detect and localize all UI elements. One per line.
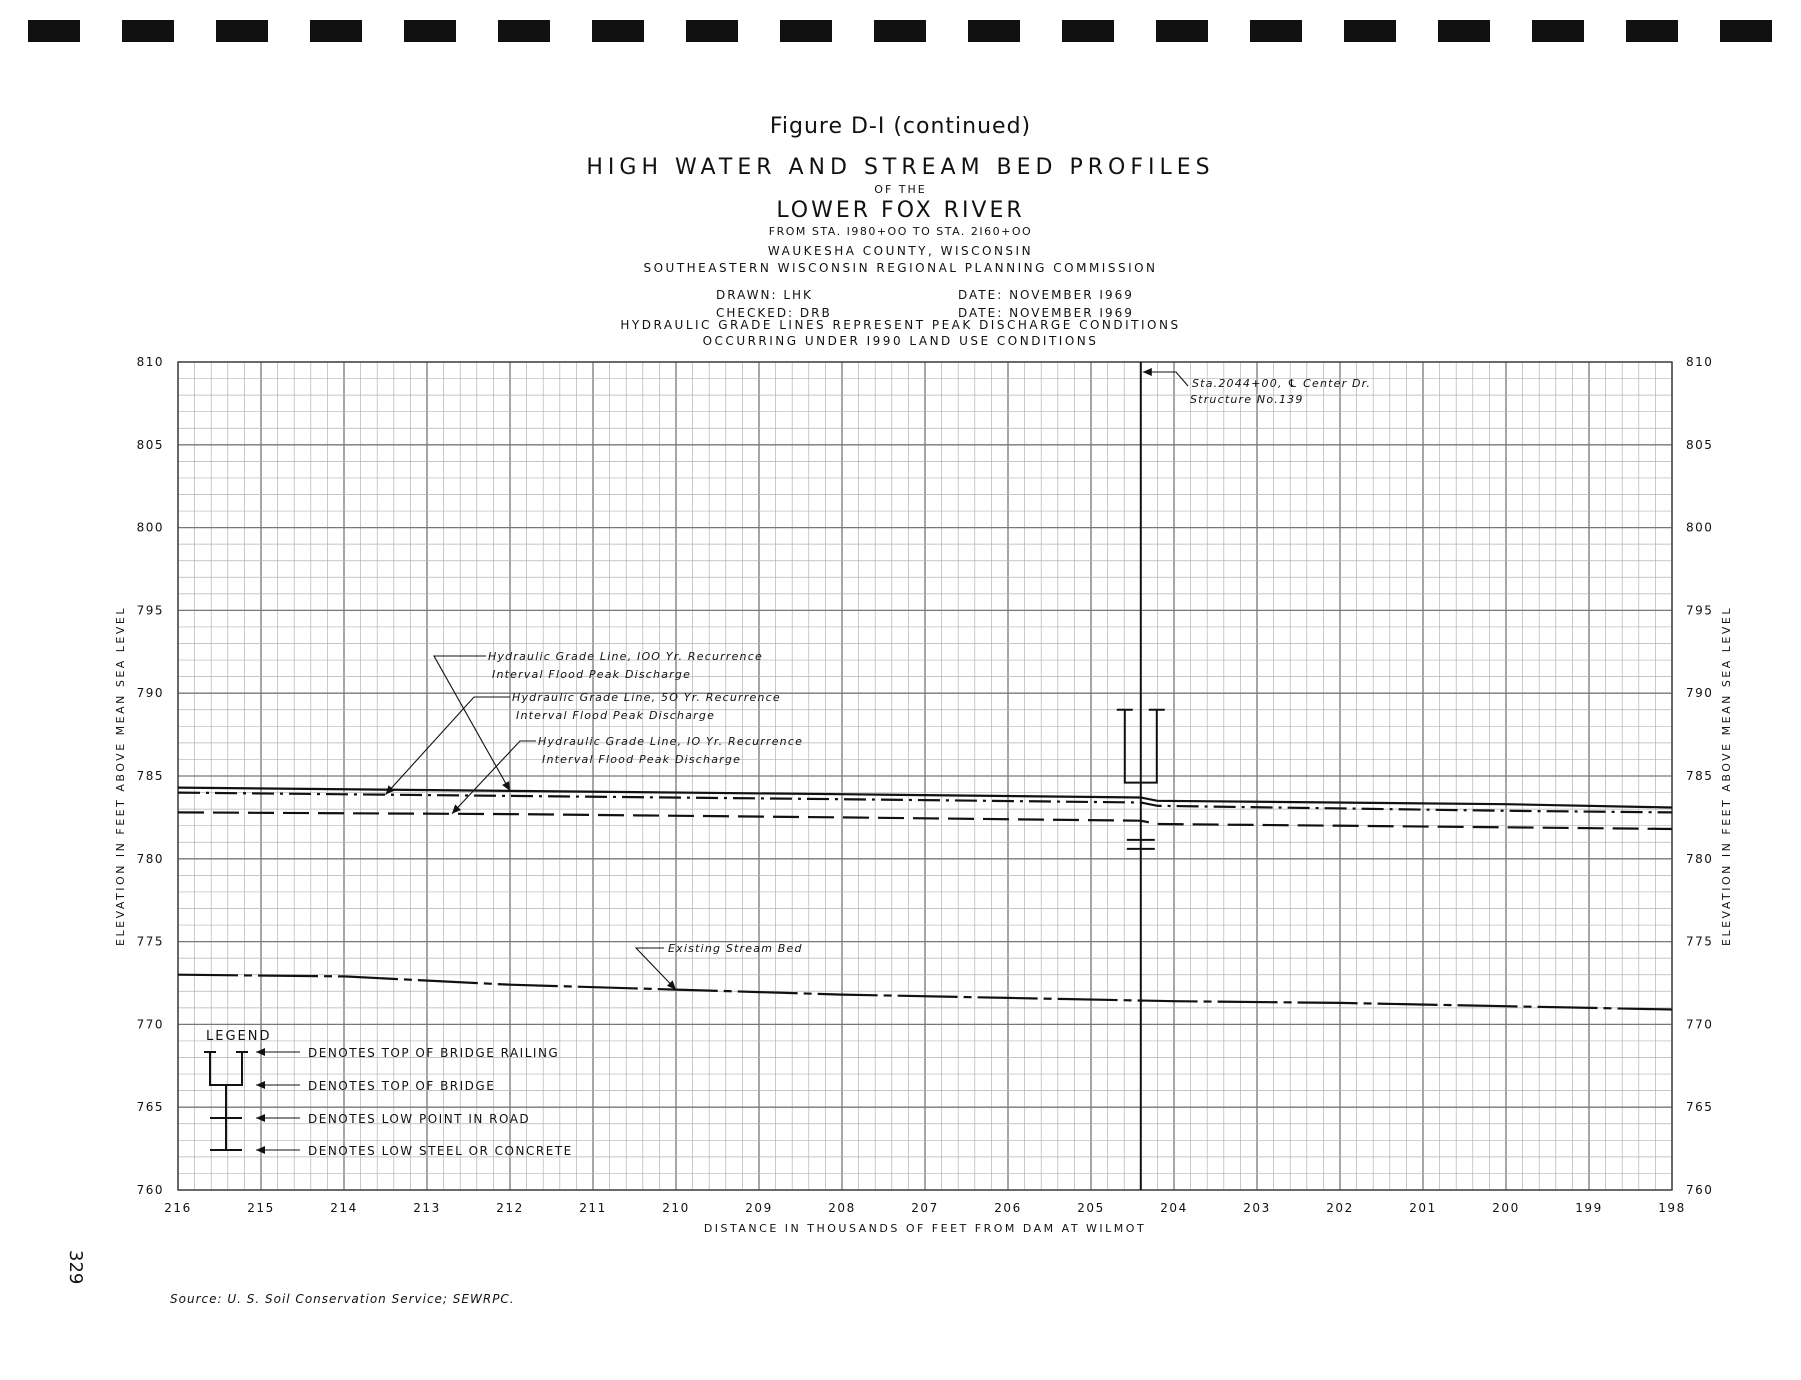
y-tick-label-left: 780 <box>136 851 164 866</box>
y-tick-label-right: 795 <box>1686 603 1714 618</box>
y-tick-label-left: 760 <box>136 1183 164 1197</box>
checked-date: DATE: NOVEMBER I969 <box>958 306 1134 320</box>
y-tick-label-left: 770 <box>136 1017 164 1032</box>
structure-label: Sta.2044+00, ℄ Center Dr. <box>1192 377 1372 390</box>
title-of-the: OF THE <box>874 183 927 196</box>
x-tick-label: 206 <box>994 1201 1022 1215</box>
source-note: Source: U. S. Soil Conservation Service; SEWRPC. <box>170 1292 515 1306</box>
series-label-3-line2: Interval Flood Peak Discharge <box>542 753 742 766</box>
y-tick-label-right: 760 <box>1686 1183 1714 1197</box>
y-tick-label-right: 805 <box>1686 437 1714 452</box>
y-tick-label-right: 770 <box>1686 1017 1714 1032</box>
x-tick-label: 205 <box>1077 1201 1105 1215</box>
station-range: FROM STA. I980+OO TO STA. 2I60+OO <box>768 225 1033 238</box>
y-tick-label-left: 805 <box>136 437 164 452</box>
legend-item-4: DENOTES LOW STEEL OR CONCRETE <box>308 1144 573 1158</box>
y-tick-label-left: 800 <box>136 520 164 535</box>
series-label-2: Hydraulic Grade Line, 5O Yr. Recurrence <box>512 691 781 704</box>
y-tick-label-right: 800 <box>1686 520 1714 535</box>
y-tick-label-right: 765 <box>1686 1100 1714 1115</box>
x-tick-label: 201 <box>1409 1201 1437 1215</box>
legend-item-3: DENOTES LOW POINT IN ROAD <box>308 1112 531 1126</box>
series-label-3: Hydraulic Grade Line, IO Yr. Recurrence <box>538 735 804 748</box>
chart-title: HIGH WATER AND STREAM BED PROFILES <box>586 155 1215 180</box>
x-tick-label: 209 <box>745 1201 773 1215</box>
x-tick-label: 204 <box>1160 1201 1188 1215</box>
structure-leader-arrowhead <box>1143 368 1152 376</box>
y-tick-label-left: 795 <box>136 603 164 618</box>
legend-title: LEGEND <box>206 1029 272 1044</box>
x-tick-label: 208 <box>828 1201 856 1215</box>
series-leader-3 <box>452 741 536 814</box>
y-tick-label-left: 775 <box>136 934 164 949</box>
series-leader-1-arrowhead <box>502 781 510 791</box>
series-label-2-line2: Interval Flood Peak Discharge <box>516 709 716 722</box>
structure-label-line2: Structure No.139 <box>1190 393 1304 406</box>
page-number: 329 <box>65 1250 86 1285</box>
county-name: WAUKESHA COUNTY, WISCONSIN <box>767 244 1034 258</box>
legend-item-1: DENOTES TOP OF BRIDGE RAILING <box>308 1046 560 1060</box>
y-tick-label-right: 780 <box>1686 851 1714 866</box>
series-label-1: Hydraulic Grade Line, IOO Yr. Recurrence <box>488 650 763 663</box>
x-tick-label: 214 <box>330 1201 358 1215</box>
y-tick-label-right: 790 <box>1686 686 1714 701</box>
x-tick-label: 216 <box>164 1201 192 1215</box>
x-tick-label: 215 <box>247 1201 275 1215</box>
checked-by: CHECKED: DRB <box>716 306 832 320</box>
x-tick-label: 210 <box>662 1201 690 1215</box>
x-tick-label: 211 <box>579 1201 607 1215</box>
legend-item-2: DENOTES TOP OF BRIDGE <box>308 1079 496 1093</box>
x-tick-label: 203 <box>1243 1201 1271 1215</box>
commission-name: SOUTHEASTERN WISCONSIN REGIONAL PLANNING COMMISSION <box>643 261 1158 275</box>
y-axis-label-right: ELEVATION IN FEET ABOVE MEAN SEA LEVEL <box>1720 606 1733 946</box>
y-tick-label-right: 810 <box>1686 355 1714 369</box>
y-tick-label-left: 810 <box>136 355 164 369</box>
x-tick-label: 200 <box>1492 1201 1520 1215</box>
drawn-date: DATE: NOVEMBER I969 <box>958 288 1134 302</box>
note-line-2: OCCURRING UNDER I990 LAND USE CONDITIONS <box>702 334 1099 348</box>
x-tick-label: 198 <box>1658 1201 1686 1215</box>
y-tick-label-right: 775 <box>1686 934 1714 949</box>
x-tick-label: 202 <box>1326 1201 1354 1215</box>
river-name: LOWER FOX RIVER <box>776 198 1025 223</box>
legend-bridge-symbol <box>210 1052 242 1085</box>
note-line-1: HYDRAULIC GRADE LINES REPRESENT PEAK DISCHARGE CONDITIONS <box>620 318 1181 332</box>
y-tick-label-right: 785 <box>1686 769 1714 783</box>
y-tick-label-left: 765 <box>136 1100 164 1115</box>
x-tick-label: 207 <box>911 1201 939 1215</box>
x-tick-label: 199 <box>1575 1201 1603 1215</box>
x-axis-label: DISTANCE IN THOUSANDS OF FEET FROM DAM AT WILMOT <box>703 1222 1147 1235</box>
x-tick-label: 212 <box>496 1201 524 1215</box>
series-label-4: Existing Stream Bed <box>668 942 803 955</box>
figure-number: Figure D-I (continued) <box>769 114 1032 139</box>
y-axis-label-left: ELEVATION IN FEET ABOVE MEAN SEA LEVEL <box>114 606 127 946</box>
y-tick-label-left: 785 <box>136 769 164 783</box>
x-tick-label: 213 <box>413 1201 441 1215</box>
drawn-by: DRAWN: LHK <box>716 288 813 302</box>
series-leader-2 <box>386 697 511 795</box>
y-tick-label-left: 790 <box>136 686 164 701</box>
series-label-1-line2: Interval Flood Peak Discharge <box>492 668 692 681</box>
